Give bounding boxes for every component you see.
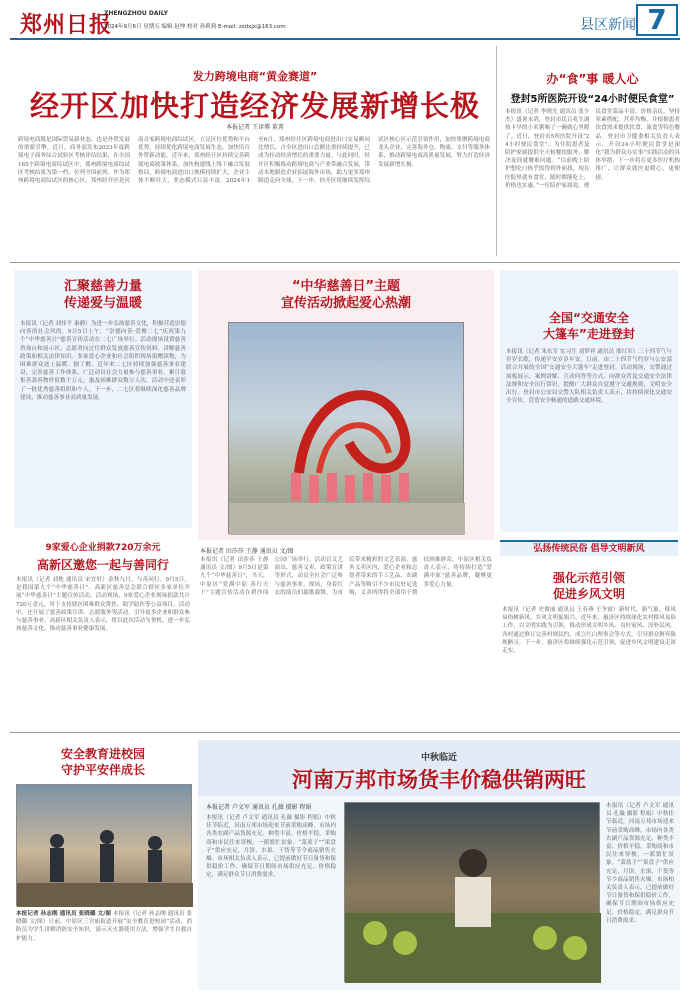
culture-banner-text: 弘扬传统民俗 倡导文明新风 bbox=[533, 544, 645, 554]
market-photo-scene bbox=[345, 803, 601, 983]
charity-day-photo bbox=[228, 322, 464, 534]
charity-body: 本报讯（记者 刘伟平 秦静）为进一步弘扬慈善文化，积极营造崇德向善的社会风尚，9月5日上午，“崇德向善·爱聚二七”庆祝第九个“中华慈善日”慈善宣传活动在二七广场举行。活动现场设置慈善咨询台和展示区，志愿者向过往群众发放慈善宣传资料，讲解慈善政策和相关法律知识。多家爱心企业和社会组织现场捐赠款物，为困难群众送上温暖。据了解，近年来二七区持续加强慈善事业建设，完善慈善工作体系，广泛动员社会力量参与慈善事业，累计募集善款善物价值数千万元，惠及困难群众数万人次。活动中还表彰了一批优秀慈善组织和个人。下一步，二七区将继续深化慈善品牌建设，推动慈善事业高质量发展。 bbox=[20, 321, 186, 401]
school-caption: 本报记者 孙志刚 通讯员 张晓璐 文/图 bbox=[16, 911, 112, 917]
market-photo bbox=[344, 802, 600, 982]
page-number: 7 bbox=[636, 4, 678, 36]
donate-headline: 高新区邀您一起与善同行 bbox=[36, 558, 169, 572]
school-caption-body bbox=[16, 910, 192, 988]
donate-body: 本报讯（记者 刘地 通讯员 宋宜轩）金秋九月，与善同行。9月5日，是我国第九个“中华慈善日”。高新区慈善总会联合辖区多家单位开展“中华慈善日”主题宣传活动。活动现场，9家爱心企业现场捐款共计720万余元，用于支持辖区困难群众帮扶、助学助医等公益项目。活动中，还开展了慈善政策宣讲、志愿服务等活动，引导更多企业和群众参与慈善事业。高新区相关负责人表示，将以此次活动为契机，进一步弘扬慈善文化，推动慈善事业健康发展。 bbox=[16, 577, 190, 633]
market-kicker: 中秋临近 bbox=[420, 753, 457, 763]
right-top-headline: 登封5所医院开设“24小时便民食堂” bbox=[510, 94, 675, 105]
charity-day-headline: “中华慈善日”主题 宣传活动掀起爱心热潮 bbox=[280, 279, 411, 311]
charity-box bbox=[14, 270, 192, 528]
market-box bbox=[198, 740, 680, 990]
culture-body: 本报讯（记者 史俊丽 通讯员 王春燕 王争霞）新时代，新气象。移风易俗树新风，乡风文明促振兴。近年来，惠济区持续深化农村移风易俗工作，以文明实践为引领，推动形成文明乡风、良好家风、淳朴民风。各村通过修订完善村规民约、成立红白理事会等方式，引导群众摒弃陈规陋习。下一步，惠济区将继续强化示范引领，促进乡风文明建设走深走实。 bbox=[502, 607, 676, 655]
market-body-right: 本报讯（记者 卢文军 通讯员 孔薇 摄影 程娟）中秋佳节临近，河南万邦市场迎来节前采购高峰。市场内各类农副产品货源充足、种类丰富、价格平稳，采购商和市民往来穿梭，一派繁忙景象。“菜蓝子”“果盘子”供应充足，月饼、水果、干货等节令商品销售火爆。市场相关负责人表示，已提前做好节日备货和保供稳价工作，确保节日期间市场供应充足、价格稳定，满足群众节日消费需求。 bbox=[606, 803, 674, 924]
lead-body: 跨境电商既是国际贸易新业态，也是外贸发展的重要引擎。近日，商务部发布2023年度跨境电子商务综合试验区考核评估结果，在全国165个跨境电商综试区中，郑州跨境电商综试区考核结果为第一档，位列全国前列。作为郑州跨境电商综试区的核心区，郑州经开区是河南首家跨境电商综试区，立足区位优势和平台优势，持续优化跨境电商发展生态，加快培育外贸新动能。近年来，郑州经开区持续完善跨境电商政策体系，加快构建线上线下融合发展格局，跨境电商进出口规模持续扩大，企业主体不断壮大，业态模式日益丰富。2024年1至6月，郑州经开区跨境电商进出口交易额同比增长，占全区进出口总额比重持续提升，已成为拉动经济增长的重要力量。与此同时，经开区积极推动跨境电商与产业带融合发展，带动本地制造企业拓展海外市场，助力更多郑州制造走向全球。下一步，经开区将继续发挥综试区核心区示范引领作用，加快集聚跨境电商龙头企业，完善海外仓、物流、支付等服务体系，推动跨境电商高质量发展，努力打造经济发展新增长极。 bbox=[18, 137, 490, 185]
right-top-body: 本报讯（记者 李晓光 通讯员 张少杰）盛暑未消，登封市民百兆生调热卡早的小米粥喝了一碗就心里暖了。近日，登封市5所医院开设“24小时便民食堂”，为住院患者及陪护家属提供全天候餐饮服务，解决夜间就餐难问题。“以前晚上陪护想吃口热乎饭得到外面找，现在医院里就有食堂，随时都能吃上，价格也实惠。”一位陪护家属说。便民食堂菜品丰富、价格亲民，坚持荤素搭配、营养均衡，并根据患者饮食需求提供软食、流食等特色餐品。登封市卫健委相关负责人表示，开设24小时便民食堂是深化“我为群众办实事”实践活动的具体举措，下一步将在更多医疗机构推广，让群众就医更暖心、更便捷。 bbox=[505, 109, 680, 189]
section-rule bbox=[10, 262, 680, 263]
culture-banner bbox=[500, 540, 678, 556]
charity-day-body: 本报讯（记者 田莎莎 王静 通讯员 文/图）9月5日是第九个“中华慈善日”，当天，中原区“爱满中原 善行天下”主题宣传活动在碧沙岗公园广场举行。活动以文艺演出、慈善义卖、政策宣讲等形式，动员全社会广泛参与慈善事业。现场，身着红衣的演员们载歌载舞，为市民带来精彩的文艺表演。慈善义卖区内，爱心企业和志愿者带来的手工艺品、农副产品等吸引不少市民驻足选购，义卖所得将全部用于帮扶困难群众。中原区相关负责人表示，将持续打造“爱满中原”慈善品牌，凝聚更多爱心力量。 bbox=[200, 557, 492, 596]
masthead-name-en: ZHENGZHOU DAILY bbox=[104, 10, 168, 17]
masthead-logo: 郑州日报 bbox=[20, 12, 113, 38]
charity-day-box bbox=[198, 270, 494, 540]
transport-body: 本报讯（记者 朱东军 实习生 刘梦祥 通讯员 邢红军）三十四节气与岁岁长歌，传递平安岁岁年安。日前，由二十四节气约岁与公安部联合开展的全国“交通安全大篷车”走进登封。活动现场，交警通过展板展示、案例讲解、互动问答等方式，向群众普及交通安全法律法规和安全出行常识，提醒广大群众自觉遵守交通规则，文明安全出行。登封市公安局交警大队相关负责人表示，将持续深化交通安全宣传，营造安全畅通的道路交通环境。 bbox=[506, 349, 672, 405]
market-body: 本报讯（记者 卢文军 通讯员 孔薇 摄影 程娟）中秋佳节临近，河南万邦市场迎来节前采购高峰。市场内各类农副产品货源充足、种类丰富、价格平稳，采购商和市民往来穿梭，一派繁忙景象。“菜蓝子”“果盘子”供应充足，月饼、水果、干货等节令商品销售火爆。市场相关负责人表示，已提前做好节日备货和保供稳价工作，确保节日期间市场供应充足、价格稳定，满足群众节日消费需求。 bbox=[206, 815, 336, 879]
lead-byline: 本报记者 王译博 董菁 bbox=[226, 124, 284, 131]
column-divider bbox=[496, 46, 497, 256]
section-name: 县区新闻 bbox=[580, 17, 636, 33]
school-photo bbox=[16, 784, 192, 906]
charity-headline: 汇聚慈善力量 传递爱与温暖 bbox=[63, 279, 142, 311]
culture-headline: 强化示范引领 促进乡风文明 bbox=[552, 571, 625, 601]
school-body: 本报讯（记者 孙志刚 通讯员 张晓璐 文/图）日前，中原区三官庙街道开展“安全教育进校园”活动，消防员为学生讲解消防安全知识，演示灭火器使用方法，增强学生自救自护能力。 bbox=[16, 911, 192, 942]
school-headline: 安全教育进校园 守护平安伴成长 bbox=[60, 747, 145, 777]
market-header bbox=[198, 740, 680, 796]
lead-headline: 经开区加快打造经济发展新增长极 bbox=[29, 89, 480, 123]
market-headline: 河南万邦市场货丰价稳供销两旺 bbox=[292, 768, 586, 792]
lead-kicker: 发力跨境电商“黄金赛道” bbox=[192, 70, 318, 83]
charity-day-byline: 本报记者 田莎莎 王静 通讯员 文/图 bbox=[200, 548, 294, 555]
school-photo-figures bbox=[17, 785, 193, 907]
donate-kicker: 9家爱心企业捐款720万余元 bbox=[45, 543, 161, 553]
transport-box bbox=[500, 270, 678, 532]
section-rule-2 bbox=[10, 732, 680, 733]
transport-headline: 全国“交通安全 大篷车”走进登封 bbox=[543, 311, 635, 341]
masthead-rule bbox=[10, 38, 680, 40]
masthead-date-line: 2024年9月6日 星期五 编辑 赵坤 校对 孙莉莉 E-mail: zzdxjx@163.com bbox=[104, 24, 286, 30]
market-byline: 本报记者 卢文军 通讯员 孔薇 摄影 程娟 bbox=[206, 804, 312, 811]
right-top-kicker: 办“食”事 暖人心 bbox=[546, 72, 639, 86]
photo-sculpture bbox=[229, 323, 465, 535]
